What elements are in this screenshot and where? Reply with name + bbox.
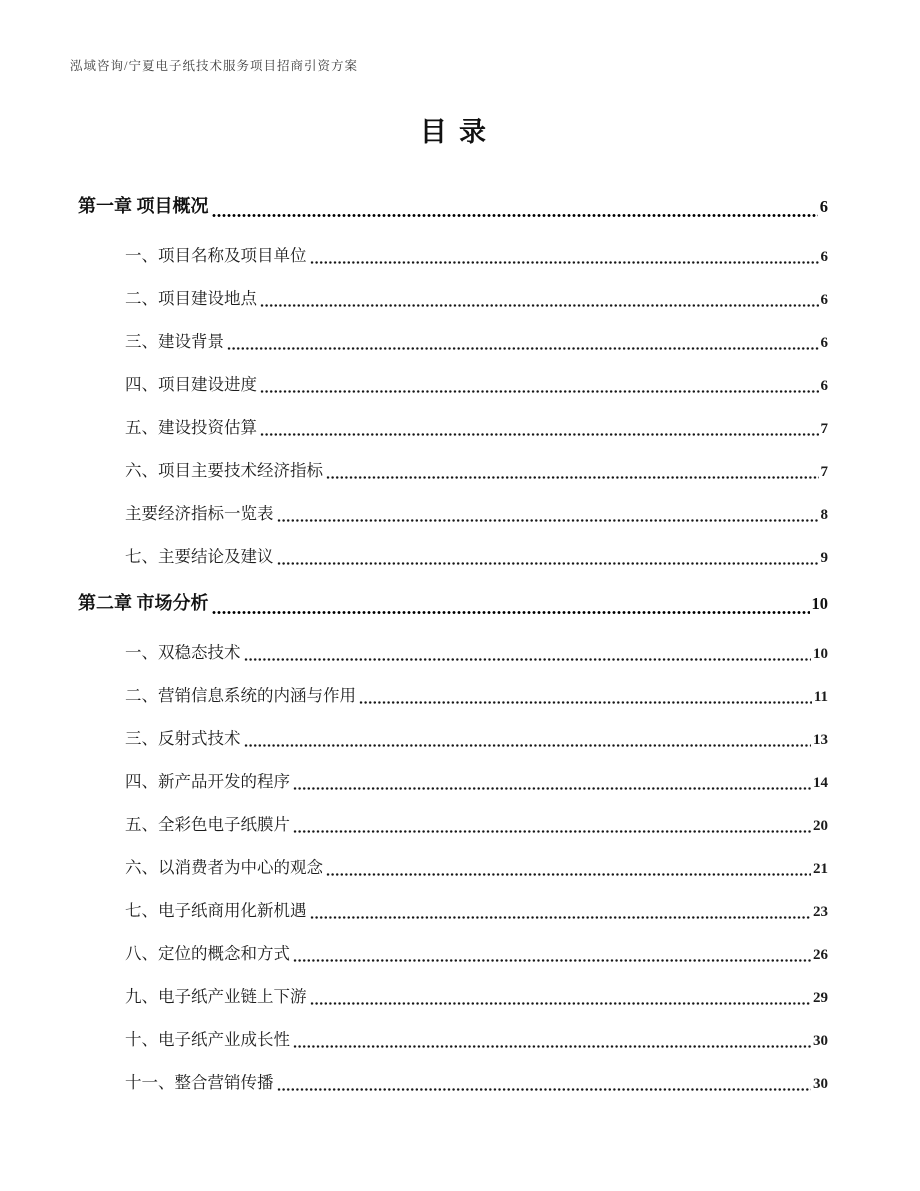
running-header: 泓域咨询/宁夏电子纸技术服务项目招商引资方案: [70, 59, 358, 73]
toc-item-entry[interactable]: [78, 642, 828, 665]
toc-page-number: 6: [820, 292, 828, 308]
toc-entry-label: 四、新产品开发的程序: [125, 772, 290, 791]
toc-item-entry[interactable]: [78, 943, 828, 966]
toc-page-number: 11: [813, 689, 828, 705]
dot-leader: [260, 303, 819, 308]
toc-page-number: 10: [811, 594, 828, 613]
toc-item-entry[interactable]: [78, 1072, 828, 1095]
dot-leader: [293, 958, 811, 963]
dot-leader: [244, 743, 812, 748]
toc-page-number: 21: [813, 861, 828, 877]
toc-entry-label: 七、电子纸商用化新机遇: [125, 901, 307, 920]
toc-entry-label: 二、项目建设地点: [125, 289, 257, 308]
toc-entry-label: 四、项目建设进度: [125, 375, 257, 394]
toc-entry-label: 六、项目主要技术经济指标: [125, 461, 323, 480]
toc-page-number: 23: [813, 904, 828, 920]
dot-leader: [277, 561, 819, 566]
dot-leader: [277, 1087, 812, 1092]
dot-leader: [212, 610, 810, 615]
toc-page-number: 7: [820, 421, 828, 437]
toc-entry-label: 二、营销信息系统的内涵与作用: [125, 686, 356, 705]
toc-entry-label: 六、以消费者为中心的观念: [125, 858, 323, 877]
toc-entry-label: 十一、整合营销传播: [125, 1073, 274, 1092]
dot-leader: [260, 389, 819, 394]
page-title: 目录: [419, 117, 499, 147]
toc-page-number: 6: [820, 335, 828, 351]
toc-item-entry[interactable]: [78, 331, 828, 354]
toc-item-entry[interactable]: [78, 1029, 828, 1052]
toc-item-entry[interactable]: [78, 986, 828, 1009]
toc-item-entry[interactable]: [78, 857, 828, 880]
toc-item-entry[interactable]: [78, 728, 828, 751]
toc-entry-label: 五、全彩色电子纸膜片: [125, 815, 290, 834]
dot-leader: [293, 1044, 811, 1049]
toc-chapter-entry[interactable]: [78, 589, 828, 618]
toc-item-entry[interactable]: [78, 288, 828, 311]
toc-entry-label: 三、建设背景: [125, 332, 224, 351]
toc-page-number: 29: [813, 990, 828, 1006]
toc-page-number: 10: [813, 646, 828, 662]
dot-leader: [310, 915, 812, 920]
toc-item-entry[interactable]: [78, 814, 828, 837]
toc-item-entry[interactable]: [78, 771, 828, 794]
dot-leader: [326, 475, 819, 480]
toc-entry-label: 一、双稳态技术: [125, 643, 241, 662]
toc-item-entry[interactable]: [78, 900, 828, 923]
toc-page-number: 6: [820, 249, 828, 265]
dot-leader: [227, 346, 819, 351]
toc-page-number: 8: [820, 507, 828, 523]
toc-content: [78, 112, 828, 1115]
toc-entry-label: 第二章 市场分析: [78, 593, 209, 613]
toc-item-entry[interactable]: [78, 685, 828, 708]
toc-entry-label: 九、电子纸产业链上下游: [125, 987, 307, 1006]
toc-entry-label: 第一章 项目概况: [78, 196, 209, 216]
toc-chapter-entry[interactable]: [78, 192, 828, 221]
dot-leader: [277, 518, 819, 523]
toc-page-number: 30: [813, 1076, 828, 1092]
dot-leader: [260, 432, 819, 437]
toc-entry-label: 一、项目名称及项目单位: [125, 246, 307, 265]
toc-entry-label: 主要经济指标一览表: [125, 504, 274, 523]
toc-page-number: 14: [813, 775, 828, 791]
toc-page-number: 13: [813, 732, 828, 748]
toc-entry-label: 七、主要结论及建议: [125, 547, 274, 566]
toc-page-number: 6: [819, 197, 828, 216]
toc-entry-label: 八、定位的概念和方式: [125, 944, 290, 963]
dot-leader: [293, 786, 811, 791]
toc-page-number: 9: [820, 550, 828, 566]
toc-entry-label: 十、电子纸产业成长性: [125, 1030, 290, 1049]
dot-leader: [293, 829, 811, 834]
dot-leader: [326, 872, 811, 877]
toc-item-entry[interactable]: [78, 417, 828, 440]
toc-entry-label: 五、建设投资估算: [125, 418, 257, 437]
toc-item-entry[interactable]: [78, 374, 828, 397]
toc-item-entry[interactable]: [78, 460, 828, 483]
toc-page-number: 6: [820, 378, 828, 394]
toc-item-entry[interactable]: [78, 546, 828, 569]
dot-leader: [310, 1001, 812, 1006]
toc-page-number: 20: [813, 818, 828, 834]
dot-leader: [212, 213, 818, 218]
toc-entry-label: 三、反射式技术: [125, 729, 241, 748]
dot-leader: [244, 657, 812, 662]
toc-page-number: 26: [813, 947, 828, 963]
toc-page-number: 30: [813, 1033, 828, 1049]
dot-leader: [359, 700, 812, 705]
toc-page-number: 7: [820, 464, 828, 480]
dot-leader: [310, 260, 819, 265]
toc-item-entry[interactable]: [78, 245, 828, 268]
toc-item-entry[interactable]: [78, 503, 828, 526]
